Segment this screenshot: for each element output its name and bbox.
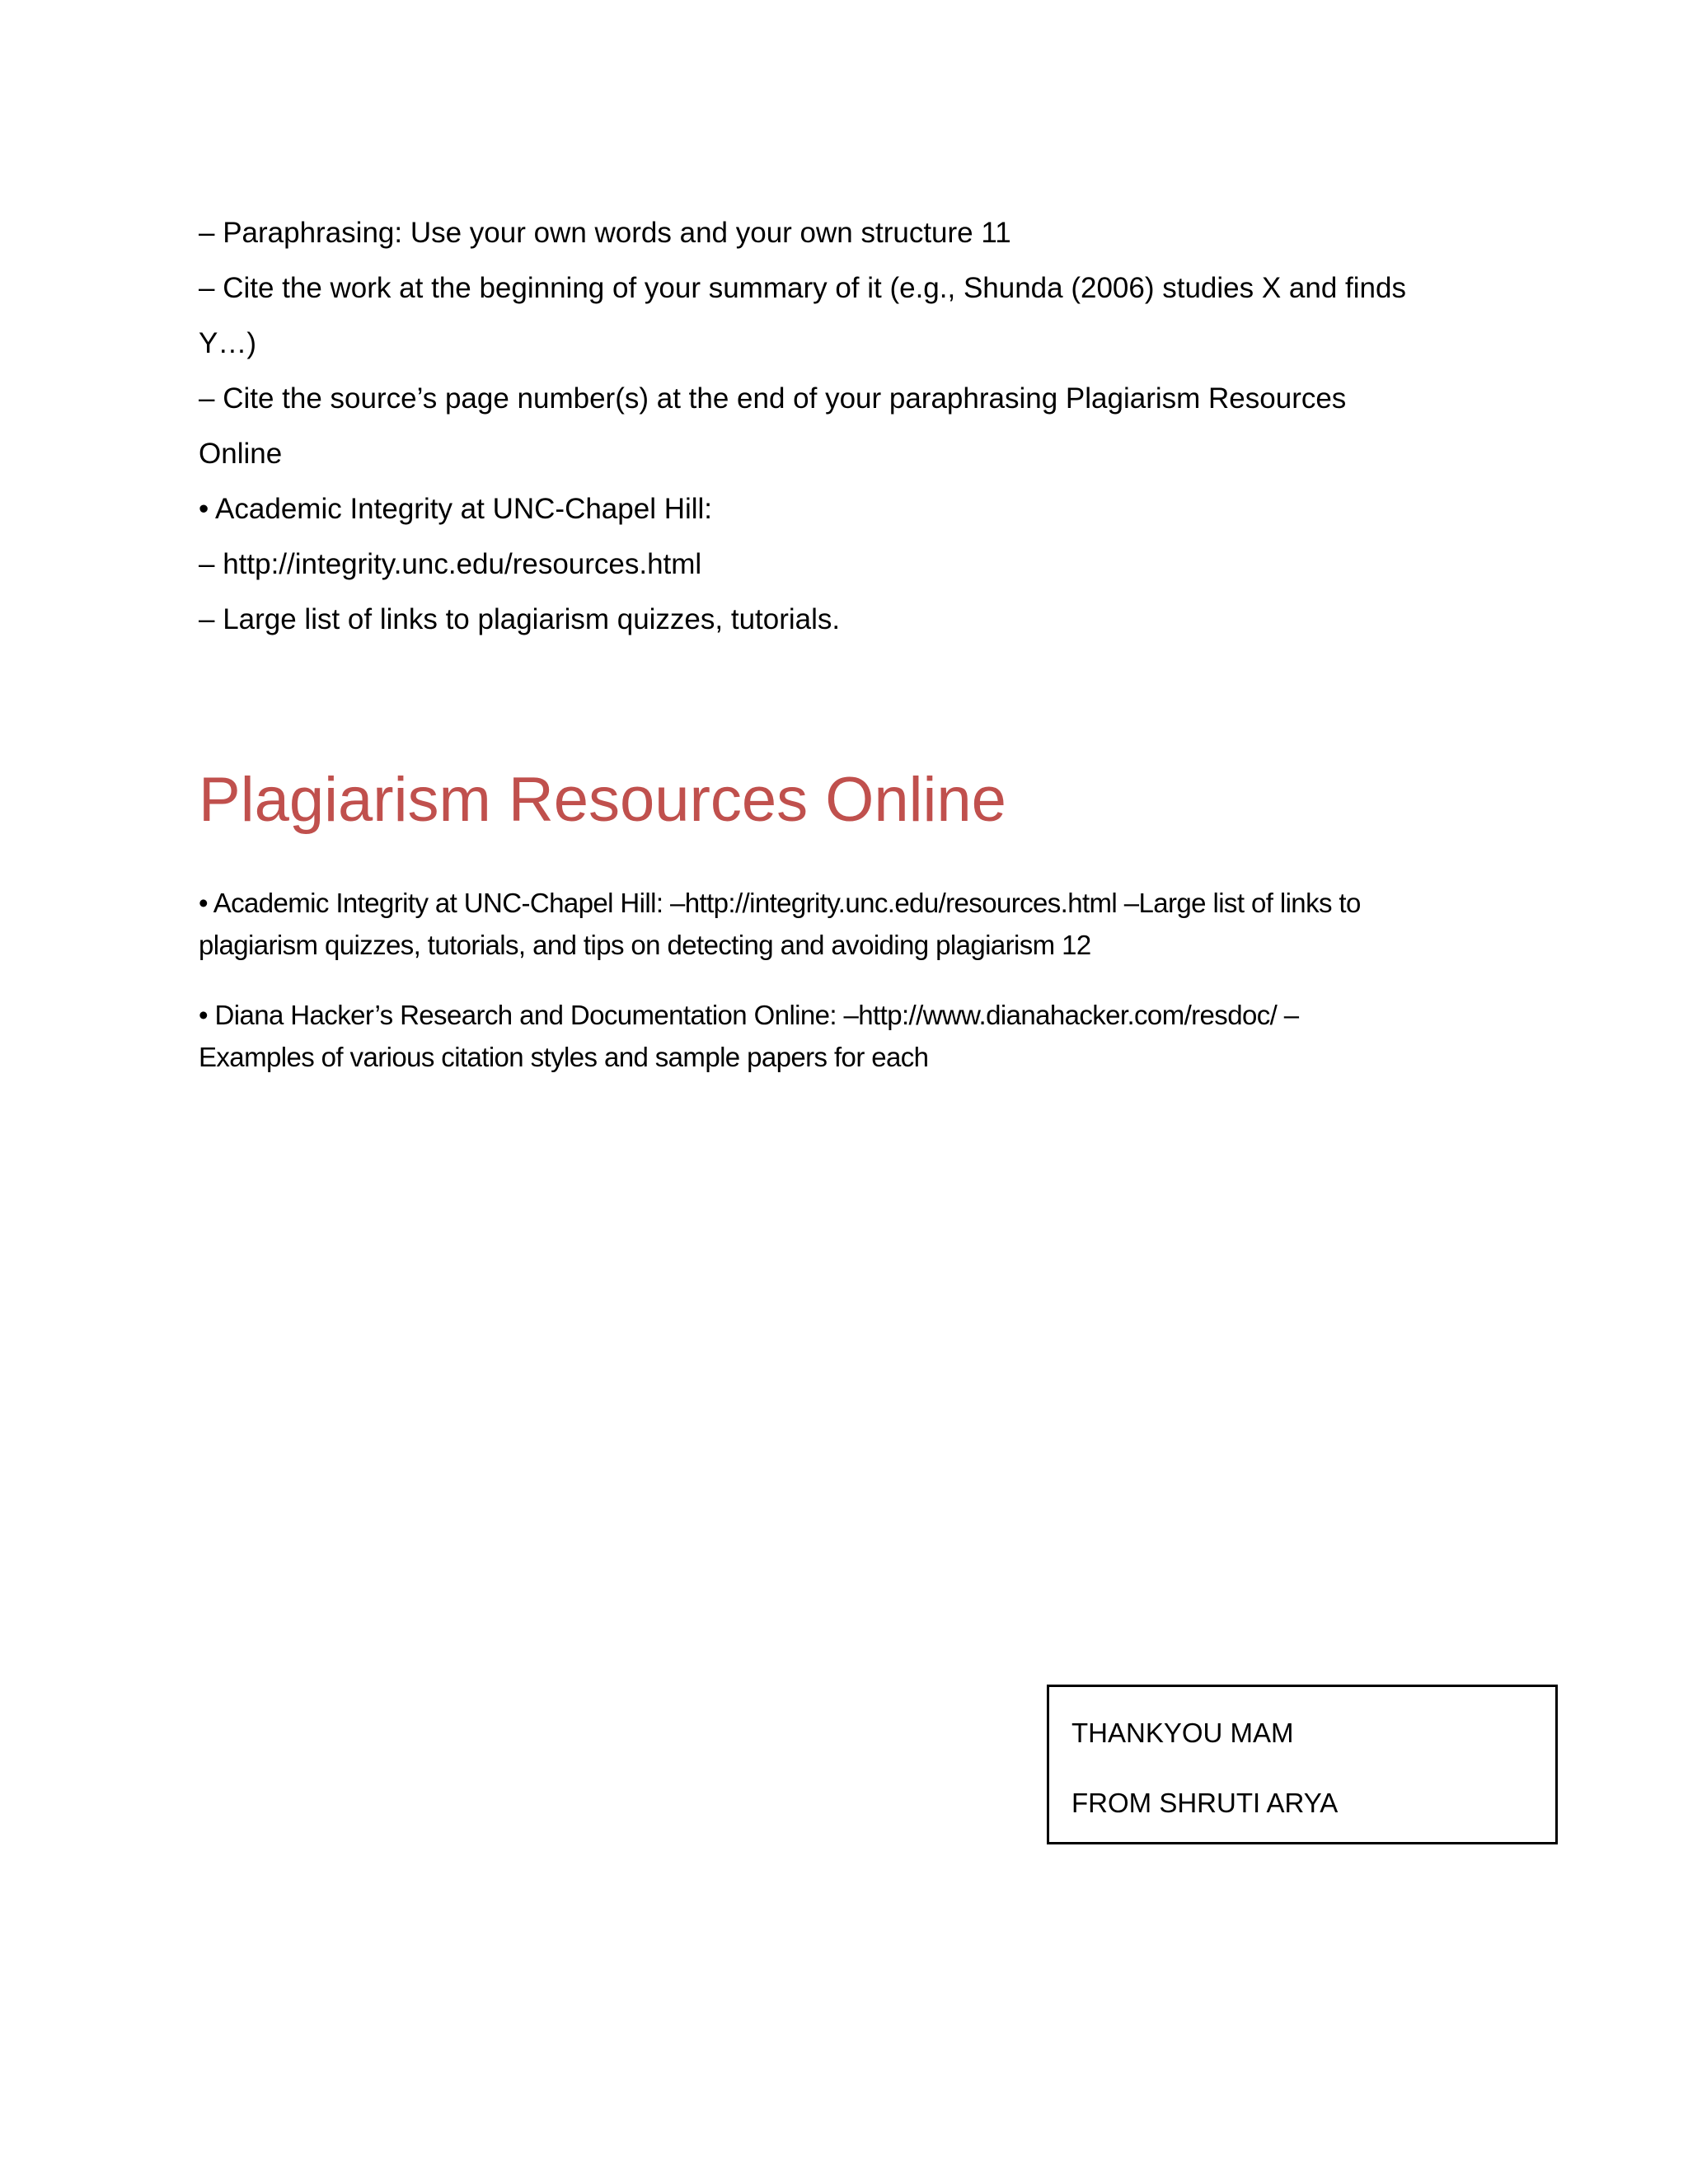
- thank-you-line: THANKYOU MAM: [1071, 1718, 1294, 1748]
- body-line: Y…): [199, 327, 256, 359]
- thank-you-text-box: [1047, 1685, 1558, 1844]
- resource-paragraph-hacker: [199, 994, 1517, 1078]
- body-line: • Academic Integrity at UNC-Chapel Hill:: [199, 493, 713, 525]
- paragraph-line: Examples of various citation styles and sample papers for each: [199, 1042, 929, 1072]
- body-line: – http://integrity.unc.edu/resources.html: [199, 548, 702, 580]
- section-heading: Plagiarism Resources Online: [199, 765, 1006, 835]
- paragraph-line: plagiarism quizzes, tutorials, and tips on detecting and avoiding plagiarism 12: [199, 930, 1091, 960]
- body-line: – Cite the source’s page number(s) at the end of your paraphrasing Plagiarism Resources: [199, 382, 1347, 415]
- body-line: – Paraphrasing: Use your own words and your own structure 11: [199, 217, 1011, 249]
- signature-line: FROM SHRUTI ARYA: [1071, 1788, 1339, 1818]
- body-line: – Large list of links to plagiarism quizzes, tutorials.: [199, 603, 841, 635]
- resource-paragraph-unc: [199, 882, 1517, 966]
- paragraph-line: • Academic Integrity at UNC-Chapel Hill: –http://integrity.unc.edu/resources.html –Large list of links to: [199, 888, 1361, 918]
- paragraph-line: • Diana Hacker’s Research and Documentation Online: –http://www.dianahacker.com/resdoc/ –: [199, 1000, 1299, 1030]
- body-line: – Cite the work at the beginning of your summary of it (e.g., Shunda (2006) studies X and finds: [199, 272, 1406, 304]
- body-line: Online: [199, 438, 283, 470]
